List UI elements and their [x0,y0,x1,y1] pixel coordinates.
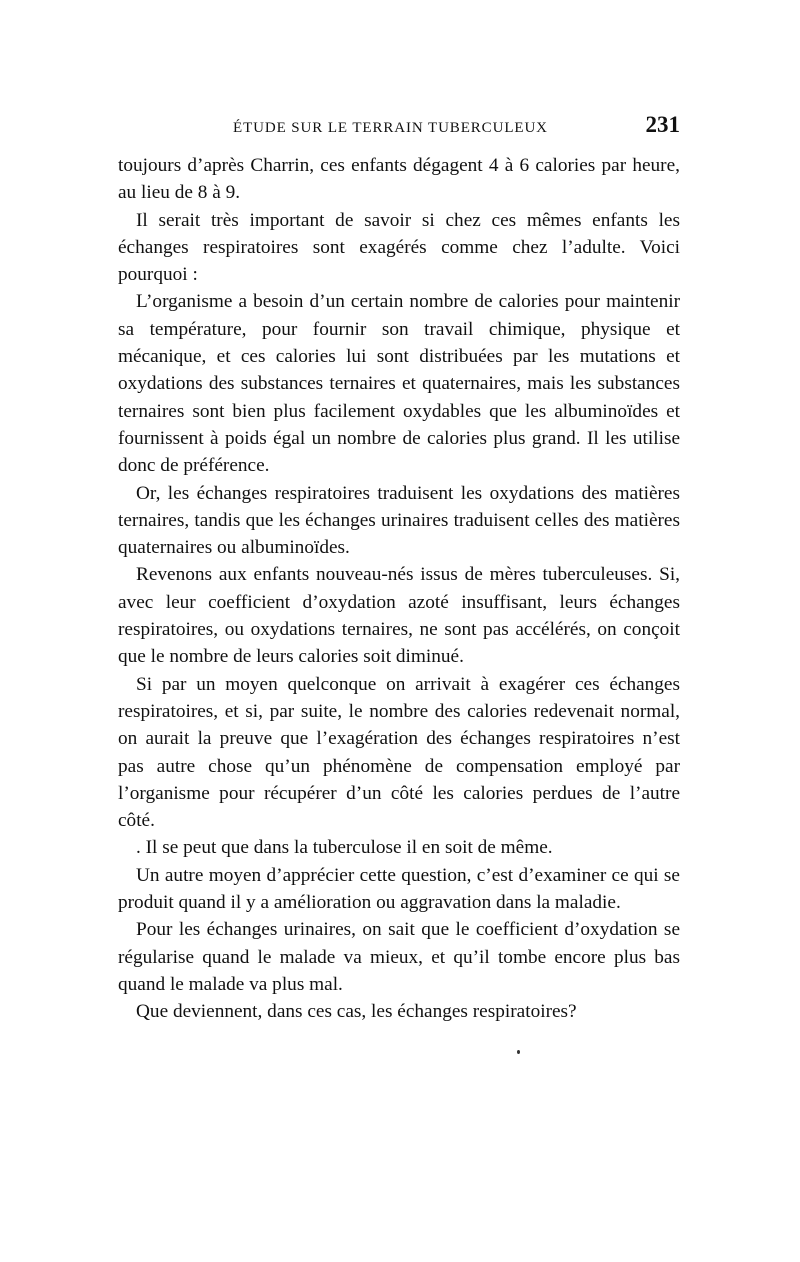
paragraph: toujours d’après Charrin, ces enfants dégagent 4 à 6 calories par heure, au lieu de 8 à 9. [118,155,680,204]
paragraph: . Il se peut que dans la tuberculose il en soit de même. [136,837,553,859]
body-text [118,152,680,1026]
running-head [118,114,680,144]
paragraph: Si par un moyen quelconque on arrivait à exagérer ces échanges respiratoires, et si, par suite, le nombre des calories redevenait normal, on aurait la preuve que l’exagération des échanges respiratoires n’est pas autre chose qu’un phénomène de compensation employé par l’organisme pour récupérer d’un côté les calories perdues de l’autre côté. [118,673,680,832]
running-title: ÉTUDE SUR LE TERRAIN TUBERCULEUX [233,120,548,136]
paragraph: Or, les échanges respiratoires traduisent les oxydations des matières ternaires, tandis que les échanges urinaires traduisent celles des matières quaternaires ou albuminoïdes. [118,482,680,559]
paragraph: Pour les échanges urinaires, on sait que le coefficient d’oxydation se régularise quand le malade va mieux, et qu’il tombe encore plus bas quand le malade va plus mal. [118,919,680,995]
paragraph: Que deviennent, dans ces cas, les échanges respiratoires? [136,1001,577,1023]
page-number: 231 [645,112,680,137]
ink-speck [517,1050,520,1054]
paragraph: Revenons aux enfants nouveau-nés issus de mères tuberculeuses. Si, avec leur coefficient d’oxydation azoté insuffisant, leurs échanges respiratoires, ou oxydations ternaires, ne sont pas accélérés, on conçoit que le nombre de leurs calories soit diminué. [118,564,680,668]
paragraph: L’organisme a besoin d’un certain nombre de calories pour maintenir sa température, pour fournir son travail chimique, physique et mécanique, et ces calories lui sont distribuées par les mutations et oxydations des substances ternaires et quaternaires, mais les substances ternaires sont bien plus facilement oxydables que les albuminoïdes et fournissent à poids égal un nombre de calories plus grand. Il les utilise donc de préférence. [118,291,680,477]
paragraph: Il serait très important de savoir si chez ces mêmes enfants les échanges respiratoires sont exagérés comme chez l’adulte. Voici pourquoi : [118,209,680,286]
paragraph: Un autre moyen d’apprécier cette question, c’est d’examiner ce qui se produit quand il y a amélioration ou aggravation dans la maladie. [118,864,680,914]
